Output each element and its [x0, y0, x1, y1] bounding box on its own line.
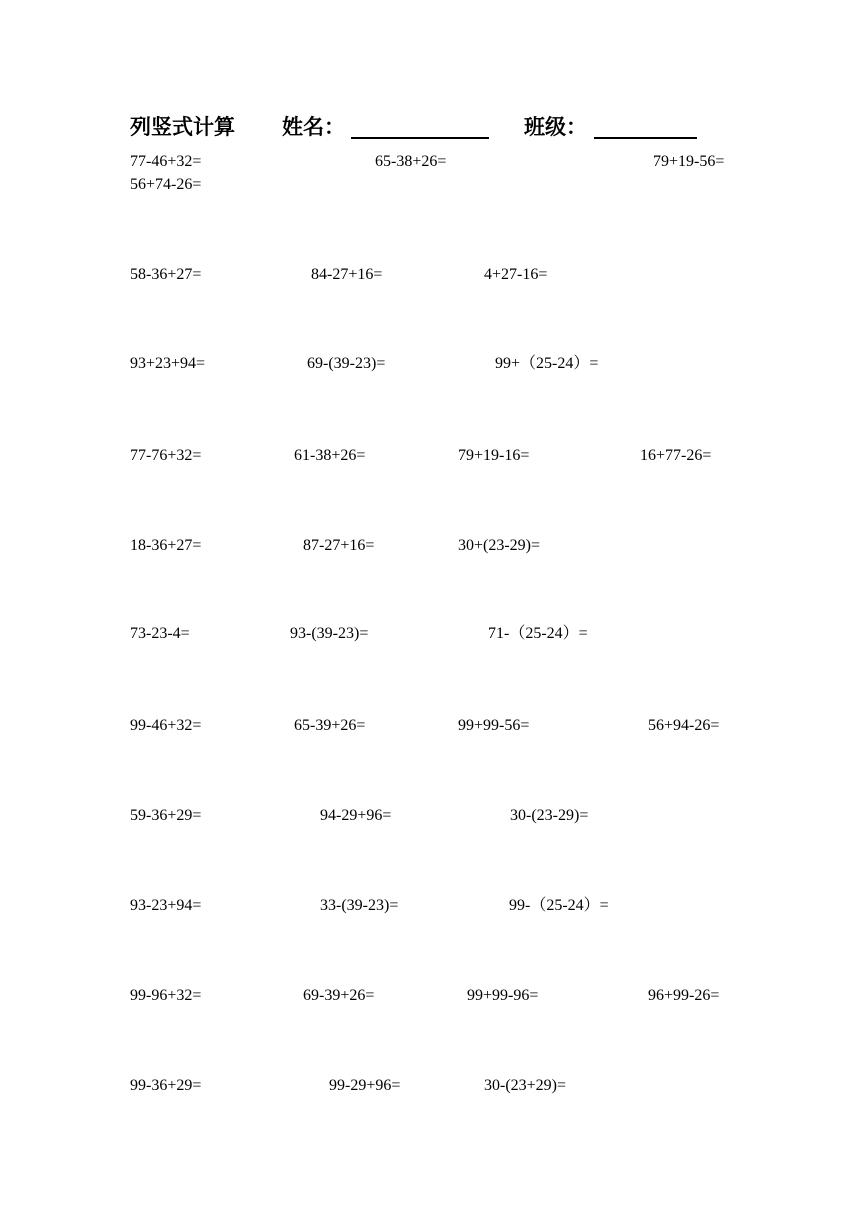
- problem-item: 30-(23+29)=: [484, 1077, 567, 1094]
- problem-item: 71-（25-24）=: [488, 625, 588, 642]
- class-blank-line[interactable]: [594, 137, 697, 139]
- problem-item: 77-76+32=: [130, 447, 202, 464]
- problem-item: 99+（25-24）=: [495, 355, 599, 372]
- problem-item: 4+27-16=: [484, 266, 548, 283]
- problem-item: 69-39+26=: [303, 987, 375, 1004]
- problem-item: 65-38+26=: [375, 153, 447, 170]
- worksheet-title: 列竖式计算: [130, 115, 235, 139]
- problem-item: 96+99-26=: [648, 987, 720, 1004]
- problem-item: 18-36+27=: [130, 537, 202, 554]
- problem-item: 61-38+26=: [294, 447, 366, 464]
- problem-item: 16+77-26=: [640, 447, 712, 464]
- problem-item: 93-(39-23)=: [290, 625, 369, 642]
- class-label: 班级：: [524, 115, 587, 139]
- problem-item: 93+23+94=: [130, 355, 206, 372]
- problem-item: 79+19-16=: [458, 447, 530, 464]
- problem-item: 69-(39-23)=: [307, 355, 386, 372]
- problem-item: 73-23-4=: [130, 625, 190, 642]
- problem-item: 77-46+32=: [130, 153, 202, 170]
- name-blank-line[interactable]: [351, 137, 489, 139]
- problem-item: 99+99-56=: [458, 717, 530, 734]
- problem-item: 93-23+94=: [130, 897, 202, 914]
- problem-item: 33-(39-23)=: [320, 897, 399, 914]
- problem-item: 99-96+32=: [130, 987, 202, 1004]
- problem-item: 79+19-56=: [653, 153, 725, 170]
- problem-item: 56+74-26=: [130, 176, 202, 193]
- problem-item: 65-39+26=: [294, 717, 366, 734]
- problem-item: 99-46+32=: [130, 717, 202, 734]
- problem-item: 87-27+16=: [303, 537, 375, 554]
- problem-item: 94-29+96=: [320, 807, 392, 824]
- problem-item: 30+(23-29)=: [458, 537, 541, 554]
- problem-item: 59-36+29=: [130, 807, 202, 824]
- problem-item: 99-（25-24）=: [509, 897, 609, 914]
- problem-item: 30-(23-29)=: [510, 807, 589, 824]
- problem-item: 99+99-96=: [467, 987, 539, 1004]
- problem-item: 99-29+96=: [329, 1077, 401, 1094]
- name-label: 姓名：: [282, 115, 345, 139]
- problem-item: 56+94-26=: [648, 717, 720, 734]
- problem-item: 84-27+16=: [311, 266, 383, 283]
- problem-item: 58-36+27=: [130, 266, 202, 283]
- problem-item: 99-36+29=: [130, 1077, 202, 1094]
